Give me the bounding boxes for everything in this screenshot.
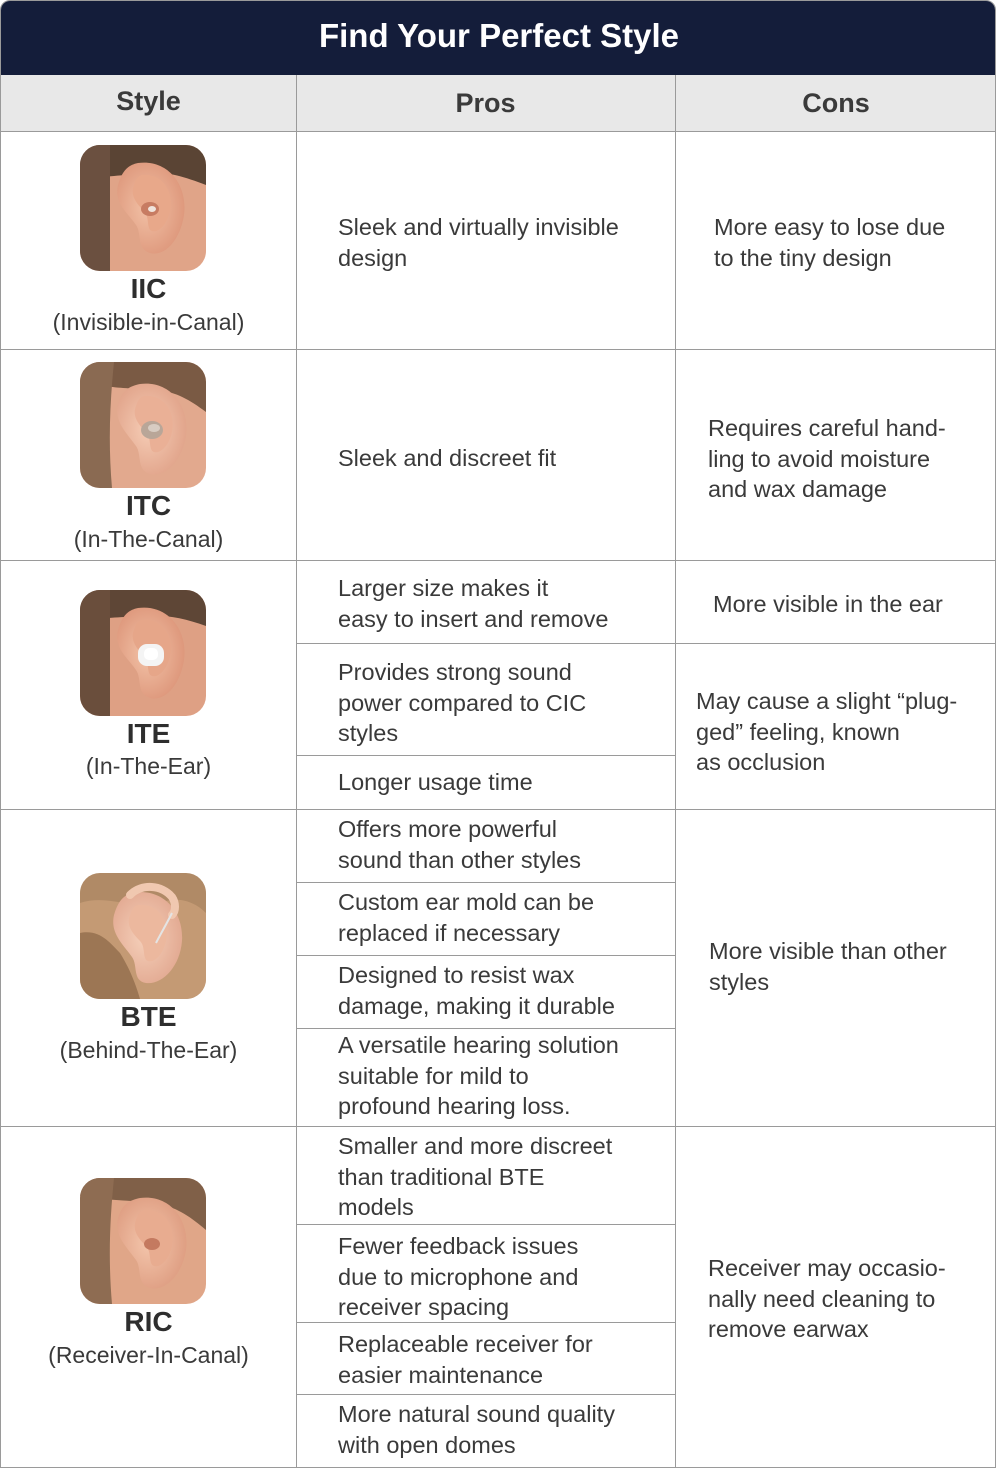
style-full-iic: (Invisible-in-Canal)	[52, 309, 245, 335]
pros-text: Larger size makes it easy to insert and remove	[338, 575, 609, 632]
grid-line	[296, 75, 297, 1468]
pros-text: Sleek and discreet fit	[338, 445, 557, 471]
subrow-divider	[296, 755, 675, 756]
style-full-itc: (In-The-Canal)	[73, 526, 224, 552]
pros-text: Custom ear mold can be replaced if necessary	[338, 889, 595, 946]
subrow-divider	[296, 1394, 675, 1395]
subrow-divider	[296, 882, 675, 883]
style-full-ric: (Receiver-In-Canal)	[48, 1342, 249, 1368]
ear-photo-ric	[80, 1178, 206, 1304]
pros-text: Designed to resist wax damage, making it durable	[338, 962, 615, 1019]
header-row	[1, 75, 996, 132]
ear-photo-ite	[80, 590, 206, 716]
header-pros: Pros	[455, 88, 516, 118]
cons-text: More visible than other styles	[709, 938, 947, 995]
header-style: Style	[116, 86, 181, 116]
pros-text: A versatile hearing solution suitable for mild to profound hearing loss.	[338, 1032, 619, 1119]
table-title: Find Your Perfect Style	[1, 1, 996, 75]
subrow-divider	[296, 1224, 675, 1225]
cons-text: More visible in the ear	[713, 591, 943, 617]
header-cons: Cons	[802, 88, 870, 118]
style-abbr-itc: ITC	[125, 490, 172, 521]
cons-text: May cause a slight “plug- ged” feeling, known as occlusion	[696, 688, 958, 775]
style-abbr-ric: RIC	[124, 1306, 173, 1337]
ear-photo-bte	[80, 873, 206, 999]
subrow-divider	[296, 955, 675, 956]
row-divider	[1, 560, 996, 561]
row-divider	[1, 349, 996, 350]
row-divider	[1, 809, 996, 810]
ear-photo-iic	[80, 145, 206, 271]
row-divider	[1, 1126, 996, 1127]
pros-text: Smaller and more discreet than traditional BTE models	[338, 1133, 613, 1220]
pros-text: Sleek and virtually invisible design	[338, 214, 619, 271]
cons-text: Requires careful hand- ling to avoid moisture and wax damage	[708, 415, 946, 502]
pros-text: Longer usage time	[338, 769, 533, 795]
pros-text: More natural sound quality with open domes	[338, 1401, 615, 1458]
cons-text: More easy to lose due to the tiny design	[714, 214, 946, 271]
pros-text: Offers more powerful sound than other styles	[338, 816, 581, 873]
ear-photo-itc	[80, 362, 206, 488]
style-abbr-ite: ITE	[126, 718, 171, 749]
grid-line	[675, 75, 676, 1468]
style-full-bte: (Behind-The-Ear)	[59, 1037, 238, 1063]
style-full-ite: (In-The-Ear)	[85, 753, 212, 779]
subrow-divider	[296, 643, 996, 644]
pros-text: Provides strong sound power compared to CIC styles	[338, 659, 587, 746]
pros-text: Fewer feedback issues due to microphone and receiver spacing	[338, 1233, 579, 1320]
style-abbr-iic: IIC	[130, 273, 167, 304]
style-abbr-bte: BTE	[120, 1001, 177, 1032]
cons-text: Receiver may occasio- nally need cleaning to remove earwax	[708, 1255, 946, 1342]
pros-text: Replaceable receiver for easier maintenance	[338, 1331, 593, 1388]
subrow-divider	[296, 1028, 675, 1029]
